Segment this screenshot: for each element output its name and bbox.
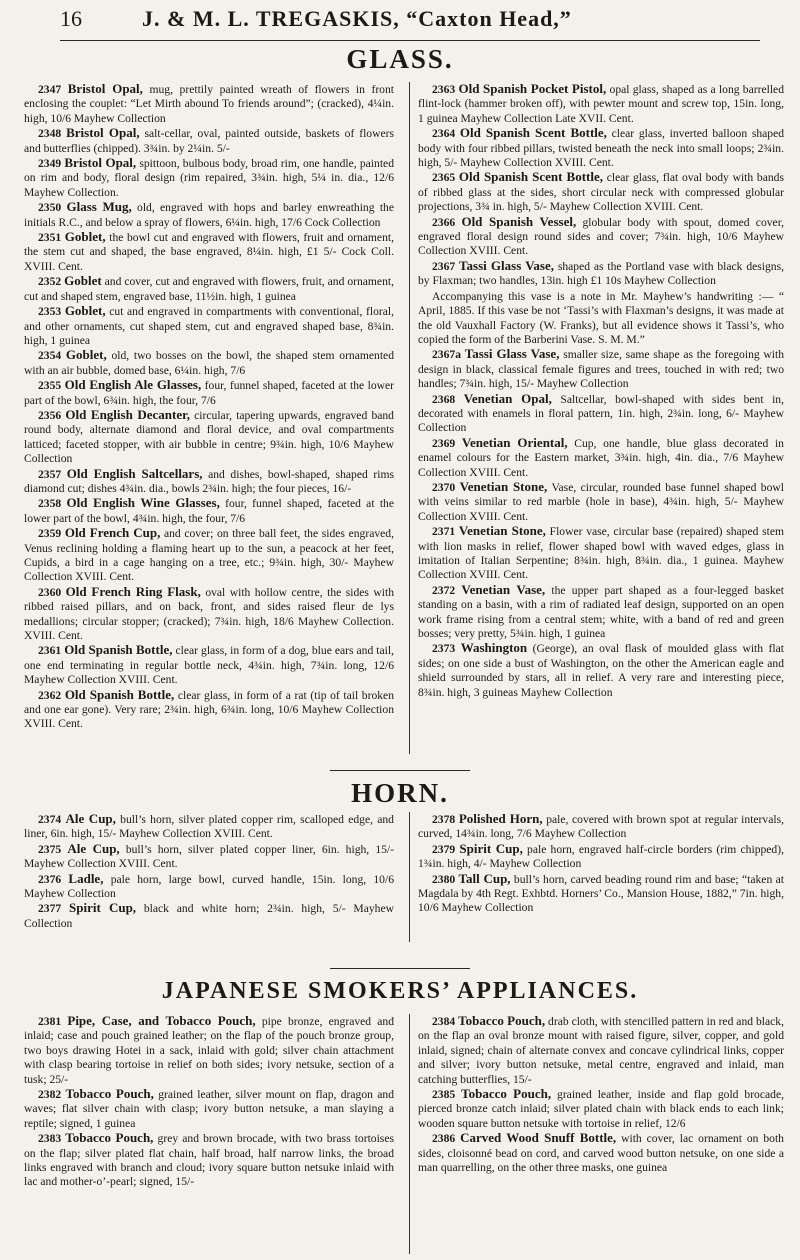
item-name: Tassi Glass Vase,: [459, 257, 554, 273]
lot-number: 2372: [432, 583, 456, 597]
item-name: Tassi Glass Vase,: [464, 346, 560, 362]
item-description: grey and brown brocade, with two brass tortoises on the flap; silver plated flat chain, half broad, half narrow links, the broad links engraved with branch and cloud; ivory square button netsuke inlaid with lac and mother-o’-pearl; signed, 15/-: [24, 1132, 394, 1189]
catalogue-entry: [418, 583, 784, 642]
running-title: J. & M. L. TREGASKIS, “Caxton Head,”: [142, 6, 572, 31]
lot-number: 2371: [432, 525, 456, 539]
item-description: bull’s horn, silver plated copper liner, 6in. high, 15/- Mayhew Collection XVIII. Cent.: [24, 842, 394, 871]
item-description: shaped as the Portland vase with black designs, by Flaxman; two handles, 13in. high £1 10s Mayhew Collection: [418, 259, 784, 288]
item-name: Ale Cup,: [65, 811, 116, 826]
item-name: Glass Mug,: [66, 199, 132, 215]
lot-number: 2353: [38, 305, 62, 319]
item-name: Spirit Cup,: [459, 840, 523, 856]
item-description: Accompanying this vase is a note in Mr. Mayhew’s handwriting :— “ April, 1885. If this vase be not ‘Tassi’s with Flaxman’s designs, it was made at the old Vauxhall Factory (W. Franks), but all evidence shows it Tassi’s, who copied the form of the Barberini Vase. S. M. M.”: [418, 289, 784, 346]
catalogue-entry: [24, 842, 394, 872]
item-description: cut and engraved in compartments with conventional, floral, and other ornaments, cut shaped stem, cut and engraved shaped base, 8¾in. high, 1 guinea: [24, 305, 395, 347]
item-description: clear glass, inverted balloon shaped body with four ribbed pillars, twisted beneath the neck into small loops; 2¾in. high, 5/- Mayhew Collection XVIII. Cent.: [418, 127, 785, 170]
item-description: four, funnel shaped, faceted at the lower part of the bowl, 6¾in. high, the four, 7/6: [24, 379, 394, 407]
item-name: Ladle,: [68, 870, 104, 886]
lot-number: 2367a: [432, 348, 461, 362]
section-title-glass: GLASS.: [346, 44, 454, 74]
item-description: circular, tapering upwards, engraved band round body, alternate diamond and floral device, and oval compartments latticed; faceted stopper, with air bubble in centre; 9¾in. high, 10/6 Mayhew Collection: [24, 408, 394, 466]
item-name: Ale Cup,: [67, 840, 120, 856]
item-description: four, funnel shaped, faceted at the lower part of the bowl, 4¾in. high, the four, 7/6: [24, 497, 395, 525]
item-name: Goblet: [64, 273, 102, 289]
item-description: drab cloth, with stencilled pattern in red and black, on the flap an oval bronze mount with raised figure, silver, copper, and gold inlaid, signed; chain of alternate convex and concave cylindrical links, copper and silver; ivory button netsuke, metal centre, engraved and inlaid, man catching butterflies, 15/-: [418, 1015, 784, 1086]
item-description: and dishes, bowl-shaped, shaped rims diamond cut; dishes 4¾in. dia., bowls 2¾in. high; the four pieces, 16/-: [24, 467, 394, 495]
item-name: Polished Horn,: [458, 811, 543, 826]
catalogue-entry: [418, 872, 784, 916]
catalogue-entry: [24, 408, 394, 467]
catalogue-entry: [418, 170, 784, 214]
catalogue-entry: [418, 82, 784, 126]
catalogue-entry: [24, 467, 394, 497]
item-description: grained leather, inside and flap gold brocade, pierced bronze catch inlaid; silver plated chain with black ends to each link; wooden square button netsuke with tortoise in relief, 12/6: [418, 1088, 784, 1130]
item-name: Old English Wine Glasses,: [66, 495, 220, 511]
section-divider: [330, 770, 470, 771]
lot-number: 2377: [38, 902, 62, 916]
item-name: Tobacco Pouch,: [65, 1130, 154, 1146]
lot-number: 2366: [432, 215, 456, 229]
item-name: Tobacco Pouch,: [461, 1086, 552, 1102]
item-name: Old Spanish Bottle,: [64, 642, 173, 658]
page-header: [60, 6, 760, 41]
item-description: opal glass, shaped as a long barrelled flint-lock (hammer broken off), with pewter mount and screw top, 15in. long, 1 guinea Mayhew Collection Late XVII. Cent.: [418, 83, 784, 125]
catalogue-entry: [24, 378, 394, 408]
catalogue-entry: [24, 1014, 394, 1087]
lot-number: 2368: [432, 392, 456, 406]
lot-number: 2381: [38, 1015, 62, 1028]
catalogue-entry: [24, 496, 394, 526]
lot-number: 2370: [432, 480, 456, 494]
catalogue-entry: [418, 289, 784, 348]
item-name: Goblet,: [64, 229, 106, 245]
catalogue-entry: [24, 1131, 394, 1190]
item-name: Tall Cup,: [458, 870, 511, 886]
catalogue-entry: [418, 480, 784, 524]
catalogue-entry: [418, 392, 784, 436]
item-description: spittoon, bulbous body, broad rim, one handle, painted on rim and body, floral design (rim repaired, 3¾in. high, 5¼ in. dia., 12/6 Mayhew Collection.: [24, 157, 394, 199]
item-name: Goblet,: [65, 347, 107, 363]
glass-left-column: [24, 82, 394, 754]
item-description: pale horn, engraved half-circle borders (rim chipped), 1¾in. high, 4/- Mayhew Collection: [418, 842, 784, 871]
item-description: black and white horn; 2¾in. high, 5/- Mayhew Collection: [24, 902, 394, 930]
item-name: Bristol Opal,: [67, 81, 143, 96]
lot-number: 2352: [38, 275, 62, 289]
lot-number: 2382: [38, 1088, 62, 1102]
horn-left-column: [24, 812, 394, 942]
item-description: oval with hollow centre, the sides with ribbed raised pillars, and on back, front, and sides raised fleur de lys medallions; circular stopper; (cracked); 7¾in. high, 18/6 Mayhew Collection. XVIII. Cent.: [24, 585, 394, 643]
catalogue-entry: [24, 872, 394, 902]
item-description: (George), an oval flask of moulded glass with flat sides; on one side a bust of Washington, on the other the American eagle and shield surrounded by stars, all in relief. A very rare and interesting piece, 8¾in. high, 3 guineas Mayhew Collection: [418, 642, 785, 699]
glass-right-column: [409, 82, 784, 754]
lot-number: 2365: [432, 171, 456, 185]
catalogue-entry: [24, 126, 394, 156]
lot-number: 2359: [38, 527, 62, 541]
catalogue-entry: [24, 1087, 394, 1131]
item-name: Old Spanish Pocket Pistol,: [458, 81, 607, 96]
item-name: Venetian Oriental,: [461, 434, 568, 450]
lot-number: 2354: [38, 349, 62, 363]
item-name: Carved Wood Snuff Bottle,: [460, 1130, 617, 1146]
horn-right-column: [409, 812, 784, 942]
item-description: clear glass, in form of a dog, blue ears and tail, one end terminating in regular bottle neck, 4¾in. high, 7¾in. long, 12/6 Mayhew Collection XVIII. Cent.: [24, 644, 395, 687]
catalogue-entry: [418, 259, 784, 289]
lot-number: 2374: [38, 813, 62, 826]
item-description: pale horn, large bowl, curved handle, 15in. long, 10/6 Mayhew Collection: [24, 872, 394, 901]
item-name: Venetian Opal,: [463, 390, 552, 406]
item-name: Venetian Vase,: [461, 581, 546, 597]
lot-number: 2361: [38, 644, 62, 658]
page-number: 16: [60, 6, 82, 31]
lot-number: 2349: [38, 157, 62, 171]
item-description: clear glass, in form of a rat (tip of tail broken and one ear gone). Very rare; 2¾in. high, 6¾in. long, 10/6 Mayhew Collection XVIII. Cent.: [24, 688, 395, 731]
item-description: with cover, lac ornament on both sides, cloisonné bead on cord, and carved wood button netsuke, on one side a man quarrelling, on the other three masks, one guinea: [418, 1132, 784, 1175]
glass-columns: [24, 82, 784, 754]
japanese-right-column: [409, 1014, 784, 1254]
section-divider: [330, 968, 470, 969]
catalogue-entry: [24, 526, 394, 585]
lot-number: 2373: [432, 642, 456, 656]
catalogue-entry: [24, 82, 394, 126]
catalogue-entry: [24, 230, 394, 274]
lot-number: 2369: [432, 436, 456, 450]
item-name: Old French Ring Flask,: [65, 583, 201, 599]
lot-number: 2384: [432, 1015, 456, 1028]
item-name: Bristol Opal,: [64, 155, 137, 171]
item-description: bull’s horn, silver plated copper rim, scalloped edge, and liner, 6in. high, 15/- Mayhew Collection XVIII. Cent.: [24, 813, 394, 841]
catalogue-entry: [24, 585, 394, 644]
item-name: Bristol Opal,: [66, 125, 140, 141]
catalogue-entry: [24, 643, 394, 687]
lot-number: 2351: [38, 231, 62, 245]
item-description: the bowl cut and engraved with flowers, fruit and ornament, the stem cut and shaped, the base engraved, 8¼in. high, £1 5/- Cock Coll. XVIII. Cent.: [24, 231, 394, 273]
lot-number: 2360: [38, 585, 62, 599]
catalogue-entry: [24, 688, 394, 732]
catalogue-entry: [418, 842, 784, 872]
item-description: globular body with spout, domed cover, engraved floral design round sides and cover; 7¾in. high, 10/6 Mayhew Collection XVIII. Cent.: [418, 215, 784, 258]
item-name: Old English Decanter,: [65, 406, 190, 422]
lot-number: 2355: [38, 379, 62, 393]
catalogue-entry: [24, 812, 394, 842]
item-name: Old Spanish Scent Bottle,: [458, 169, 603, 185]
item-description: grained leather, silver mount on flap, dragon and waves; flat silver chain with clasp; ivory button netsuke, a man slaying a reptile; signed, 1 guinea: [24, 1088, 394, 1130]
lot-number: 2385: [432, 1088, 456, 1102]
item-name: Old Spanish Vessel,: [461, 213, 577, 229]
item-description: salt-cellar, oval, painted outside, baskets of flowers and butterflies (chipped). 3¾in. by 2¼in. 5/-: [24, 127, 394, 155]
lot-number: 2364: [432, 127, 456, 141]
catalogue-entry: [24, 348, 394, 378]
item-name: Tobacco Pouch,: [65, 1086, 154, 1102]
lot-number: 2357: [38, 467, 62, 481]
item-name: Venetian Stone,: [458, 523, 546, 539]
item-name: Old Spanish Scent Bottle,: [459, 125, 607, 141]
item-description: Cup, one handle, blue glass decorated in enamel colours for the Eastern market, 3¾in. high, 4in. dia., 7/6 Mayhew Collection XVIII. Cent.: [418, 436, 784, 479]
lot-number: 2380: [432, 872, 456, 886]
catalogue-entry: [418, 524, 784, 583]
catalogue-entry: [24, 901, 394, 931]
item-description: pipe bronze, engraved and inlaid; case and pouch grained leather; on the flap of the pouch bronze group, two boys drawing Hotei in a sack, inlaid with gold; silver chain attachment with clasp bearing tortoise in relief on both sides; ivory netsuke, section of a tusk; 25/-: [24, 1015, 395, 1086]
item-description: old, engraved with hops and barley enwreathing the initials R.C., and below a spray of flowers, 6¼in. high, 17/6 Cock Collection: [24, 201, 394, 229]
lot-number: 2363: [432, 83, 456, 96]
item-name: Venetian Stone,: [459, 478, 548, 494]
item-description: Saltcellar, bowl-shaped with sides bent in, decorated with enamels in floral pattern, 1in. high, 2¾in. long, 6/- Mayhew Collection: [418, 392, 784, 435]
lot-number: 2376: [38, 872, 62, 886]
item-name: Washington: [460, 640, 528, 656]
japanese-columns: [24, 1014, 784, 1254]
lot-number: 2347: [38, 83, 62, 96]
item-name: Goblet,: [64, 303, 106, 319]
japanese-left-column: [24, 1014, 394, 1254]
item-description: bull’s horn, carved beading round rim and base; “taken at Magdala by 4th Regt. Exhbtd. Horners’ Co., Mansion House, 1882,” 7in. high, 10/6 Mayhew Collection: [418, 872, 784, 915]
lot-number: 2378: [432, 813, 456, 826]
catalogue-entry: [418, 436, 784, 480]
item-name: Old English Ale Glasses,: [64, 377, 202, 393]
item-description: Flower vase, circular base (repaired) shaped stem with lion masks in relief, flower shaped bowl with waved edges, glass in imitation of Italian Serpentine; 8¾in. high, 8¾in. dia., 1 guinea. Mayhew Collection XVIII. Cent.: [418, 525, 785, 582]
lot-number: 2362: [38, 688, 62, 702]
lot-number: 2375: [38, 842, 62, 856]
item-description: Vase, circular, rounded base funnel shaped bowl with veins similar to red marble (hole in base), 4¾in. high, 5/- Mayhew Collection XVIII. Cent.: [418, 480, 784, 523]
item-description: old, two bosses on the bowl, the shaped stem ornamented with an air bubble, domed base, 6¼in. high, 7/6: [24, 349, 394, 377]
item-description: smaller size, same shape as the foregoing with design in black, classical female figures and trees, touched in with red; two handles; 7¾in. high, 15/- Mayhew Collection: [418, 348, 785, 391]
section-title-horn: HORN.: [351, 778, 449, 808]
section-title-japanese: JAPANESE SMOKERS’ APPLIANCES.: [161, 978, 639, 1004]
catalogue-entry: [418, 347, 784, 391]
catalogue-entry: [24, 156, 394, 200]
lot-number: 2350: [38, 201, 62, 215]
item-description: and cover, cut and engraved with flowers, fruit, and ornament, cut and shaped stem, engraved base, 11½in. high, 1 guinea: [24, 275, 394, 303]
lot-number: 2386: [432, 1132, 456, 1146]
catalogue-entry: [418, 215, 784, 259]
item-name: Old Spanish Bottle,: [64, 686, 175, 702]
catalogue-entry: [418, 1014, 784, 1087]
item-description: mug, prettily painted wreath of flowers in front enclosing the couplet: “Let Mirth abound To friends around”; (cracked), 4¼in. high, 10/6 Mayhew Collection: [24, 83, 395, 125]
catalogue-entry: [24, 274, 394, 304]
item-name: Old French Cup,: [64, 525, 161, 541]
lot-number: 2358: [38, 497, 62, 511]
item-name: Spirit Cup,: [69, 900, 137, 916]
lot-number: 2348: [38, 127, 62, 141]
item-name: Pipe, Case, and Tobacco Pouch,: [67, 1013, 256, 1028]
catalogue-entry: [418, 126, 784, 170]
catalogue-entry: [418, 812, 784, 842]
item-name: Old English Saltcellars,: [66, 465, 203, 481]
catalogue-entry: [418, 641, 784, 700]
item-description: the upper part shaped as a four-legged basket standing on a basin, with a rim of radiated leaf design, supported on an open work frame rising from a central stem; white, with a band of red and green bosses; very pretty, 5¾in. high, 1 guinea: [418, 583, 784, 641]
item-description: clear glass, flat oval body with bands of ribbed glass at the sides, short circular neck with compressed globular projections, 3¾ in. high, 5/- Mayhew Collection XVIII. Cent.: [418, 171, 784, 214]
lot-number: 2379: [432, 842, 456, 856]
catalogue-entry: [24, 304, 394, 348]
catalogue-entry: [24, 200, 394, 230]
item-name: Tobacco Pouch,: [458, 1013, 546, 1028]
catalogue-entry: [418, 1087, 784, 1131]
item-description: and cover; on three ball feet, the sides engraved, Venus reclining holding a flaming heart up to the sun, a peacock at her feet, Cupids, a bird in a cage hanging on a tree, etc.; 9¾in. high, 30/- Mayhew Collection XVIII. Cent.: [24, 527, 394, 584]
horn-columns: [24, 812, 784, 942]
lot-number: 2383: [38, 1132, 62, 1146]
item-description: pale, covered with brown spot at regular intervals, curved, 14¾in. long, 7/6 Mayhew Collection: [418, 813, 784, 841]
lot-number: 2367: [432, 259, 456, 273]
lot-number: 2356: [38, 408, 62, 422]
catalogue-entry: [418, 1131, 784, 1175]
